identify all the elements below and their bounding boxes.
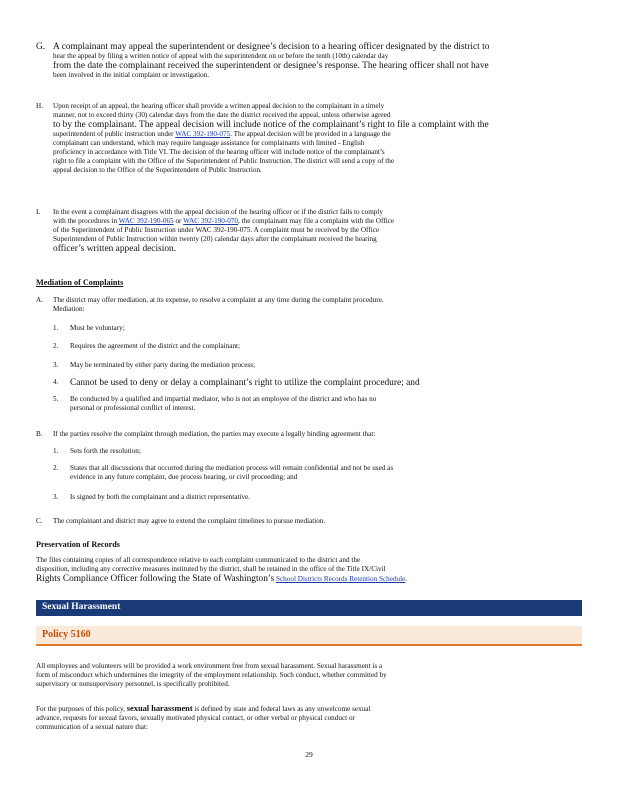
text-line: A complainant may appeal the superintendent or designee’s decision to a hearing officer designated by the district to (53, 42, 490, 52)
text-line: from the date the complainant received the superintendent or designee’s response. The hearing officer shall not have (53, 61, 489, 71)
wac-link[interactable]: WAC 392-190-070 (183, 217, 239, 225)
text-line: manner, not to exceed thirty (30) calendar days from the date the district received the appeal, unless otherwise agreed (53, 111, 391, 119)
wac-link[interactable]: WAC 392-190-065 (118, 217, 174, 225)
text-line: Upon receipt of an appeal, the hearing officer shall provide a written appeal decision to the complainant in a timely (53, 102, 385, 110)
text-line: appeal decision to the Office of the Superintendent of Public Instruction. (53, 166, 262, 174)
section-banner (36, 600, 582, 616)
item-label: G. (36, 42, 46, 52)
section-title: Sexual Harassment (42, 602, 121, 612)
text-line: of the Superintendent of Public Instruction under WAC 392-190-075. A complaint must be received by the Office (53, 226, 380, 234)
page-number: 29 (305, 750, 313, 759)
text-line: with the procedures in WAC 392-190-065 or WAC 392-190-070, the complainant may file a complaint with the Office (53, 217, 394, 225)
text-line: complainant can understand, which may require language assistance for complainants with limited - English (53, 139, 365, 147)
policy-bar (36, 626, 582, 646)
text-line: been involved in the initial complaint or investigation. (53, 71, 210, 79)
section-heading: Mediation of Complaints (36, 278, 124, 287)
text-line: to by the complainant. The appeal decision will include notice of the complainant’s right to file a complaint with the (53, 120, 489, 130)
defined-term: sexual harassment (126, 704, 193, 713)
wac-link[interactable]: WAC 392-190-075 (175, 130, 231, 138)
text-line: proficiency in accordance with Title VI. The decision of the hearing officer will include notice of the complainant’s (53, 148, 385, 156)
policy-label: Policy 5160 (42, 629, 91, 640)
text-line: right to file a complaint with the Office of the Superintendent of Public Instruction. The district will send a copy of the (53, 157, 395, 165)
text-line: superintendent of public instruction under WAC 392-190-075. The appeal decision will be provided in a language the (53, 130, 391, 138)
text-line: Superintendent of Public Instruction within twenty (20) calendar days after the complainant received the hearing (53, 235, 377, 243)
records-schedule-link[interactable]: School Districts Records Retention Schedule (275, 575, 406, 583)
text-line: officer’s written appeal decision. (53, 244, 177, 254)
section-heading: Preservation of Records (36, 540, 120, 549)
text-line: In the event a complainant disagrees with the appeal decision of the hearing officer or if the district fails to comply (53, 208, 383, 216)
item-label: I. (36, 208, 41, 216)
text-line: hear the appeal by filing a written notice of appeal with the superintendent on or before the tenth (10th) calendar day (53, 52, 389, 60)
item-label: H. (36, 102, 43, 110)
